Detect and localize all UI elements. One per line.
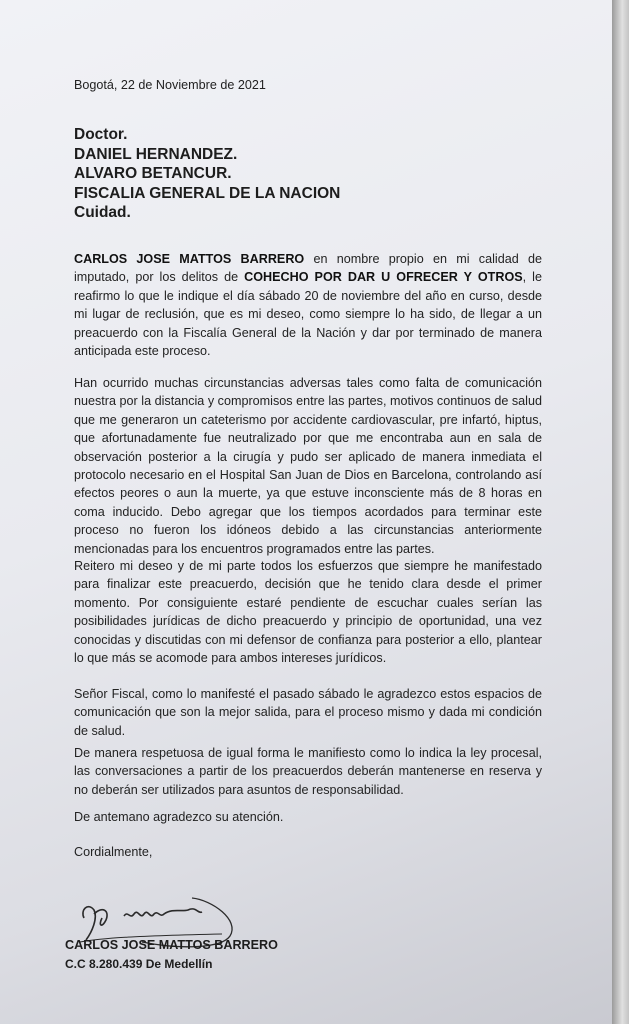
- signer-id: C.C 8.280.439 De Medellín: [65, 957, 213, 971]
- addressee-name-2: ALVARO BETANCUR.: [74, 165, 232, 182]
- addressee-city: Cuidad.: [74, 204, 131, 221]
- date-line: Bogotá, 22 de Noviembre de 2021: [74, 78, 266, 92]
- paragraph-circumstances: Han ocurrido muchas circunstancias adversas tales como falta de comunicación nuestra por la distancia y compromisos entre las partes, motivos continuos de salud que me generaron un cateterismo por accidente cardiovascular, pre infartó, hiptus, que afortunadamente fue neutralizado por que me encontraba aun en sala de observación posterior a la cirugía y pudo ser aplicado de manera inmediata el protocolo necesario en el Hospital San Juan de Dios en Barcelona, controlando así efectos peores o aun la muerte, ya que estuve inconsciente más de 8 horas en coma inducido. Debo agregar que los tiempos acordados para terminar este proceso no fueron los idóneos debido a las circunstancias anteriormente mencionadas para los encuentros programados entre las partes.: [74, 376, 542, 556]
- paragraph-thanks-fiscal: Señor Fiscal, como lo manifesté el pasado sábado le agradezco estos espacios de comunicación que son la mejor salida, para el proceso mismo y dada mi condición de salud.: [74, 687, 542, 738]
- paragraph-reserve: De manera respetuosa de igual forma le manifiesto como lo indica la ley procesal, las conversaciones a partir de los preacuerdos deberán mantenerse en reserva y no deberán ser utilizados para asuntos de responsabilidad.: [74, 746, 542, 797]
- valediction: Cordialmente,: [74, 845, 153, 859]
- addressee-block: [74, 125, 340, 223]
- crimes-text: COHECHO POR DAR U OFRECER Y OTROS: [244, 270, 523, 285]
- addressee-name-1: DANIEL HERNANDEZ.: [74, 145, 238, 163]
- paragraph-intro: [74, 250, 542, 360]
- intro-text-b: , le reafirmo lo que le indique el día sábado 20 de noviembre del año en curso, desde mi lugar de reclusión, que es mi deseo, como siempre lo ha sido, de llegar a un preacuerdo con la Fiscalía General de la Nación y dar por terminado de manera anticipada este proceso.: [74, 270, 542, 359]
- paragraph-closing: De antemano agradezco su atención.: [74, 810, 284, 824]
- paper-edge: [612, 0, 629, 1024]
- sender-name: CARLOS JOSE MATTOS BARRERO: [74, 252, 305, 266]
- addressee-title: Doctor.: [74, 126, 128, 143]
- addressee-institution: FISCALIA GENERAL DE LA NACION: [74, 184, 341, 202]
- intro-text-a: en nombre propio en mi calidad de imputado, por los delitos de: [74, 252, 542, 285]
- paragraph-reiteration: Reitero mi deseo y de mi parte todos los esfuerzos que siempre he manifestado para finalizar este preacuerdo, decisión que he tenido clara desde el primer momento. Por consiguiente estaré pendiente de escuchar cuales serían las posibilidades jurídicas de dicho preacuerdo y principio de oportunidad, una vez conocidas y discutidas con mi defensor de confianza para posterior a ello, plantear lo que más se acomode para ambos intereses jurídicos.: [74, 559, 542, 666]
- signer-name: CARLOS JOSE MATTOS BARRERO: [65, 938, 278, 952]
